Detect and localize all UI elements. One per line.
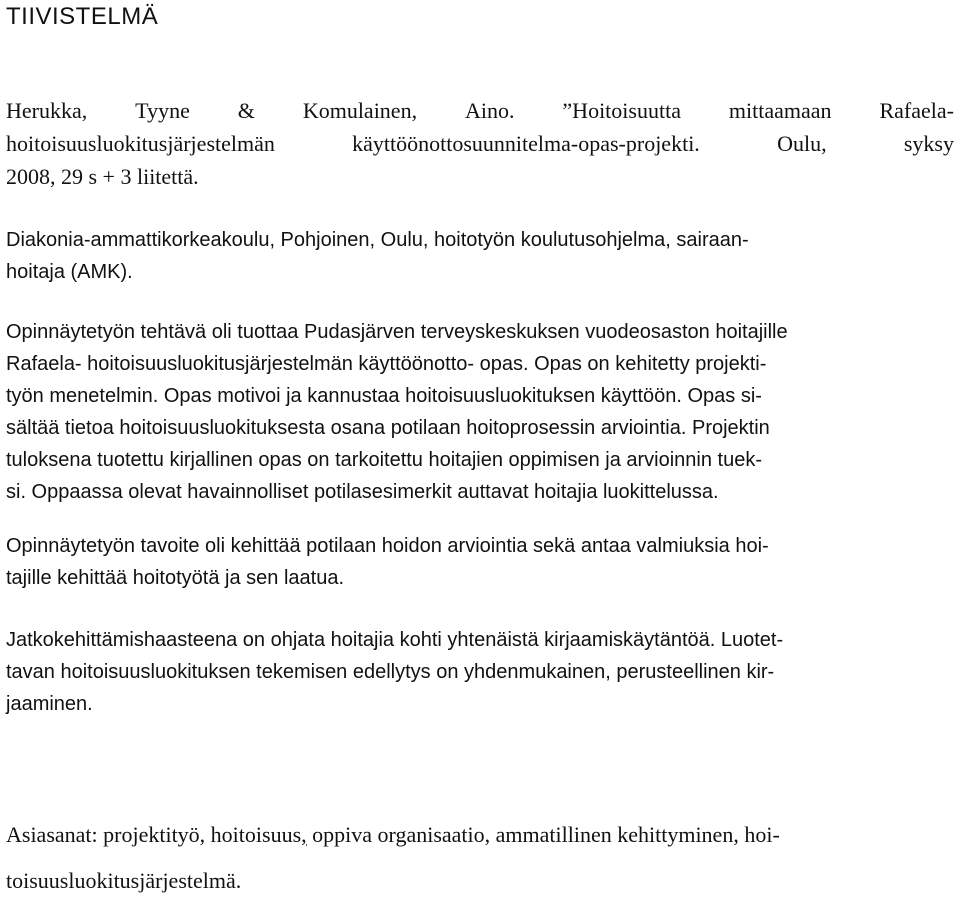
institution-line-2: hoitaja (AMK). <box>6 261 133 283</box>
goal-line: Opinnäytetyön tavoite oli kehittää potilaan hoidon arviointia sekä antaa valmiuksia hoi- <box>6 535 769 557</box>
future-line: jaaminen. <box>6 693 93 715</box>
keywords <box>6 812 954 904</box>
ref-word: Tyyne <box>135 98 190 123</box>
ref-word: käyttöönottosuunnitelma-opas-projekti. <box>352 131 700 156</box>
abstract-line: Rafaela- hoitoisuusluokitusjärjestelmän käyttöönotto- opas. Opas on kehitetty projekti- <box>6 353 767 375</box>
abstract-line: tuloksena tuotettu kirjallinen opas on tarkoitettu hoitajien oppimisen ja arvioinnin tuek- <box>6 449 763 471</box>
ref-word: Herukka, <box>6 98 88 123</box>
ref-word: Komulainen, <box>302 98 418 123</box>
abstract-line: sältää tietoa hoitoisuusluokituksesta osana potilaan hoitoprosessin arviointia. Projektin <box>6 417 770 439</box>
abstract-paragraph <box>6 316 954 508</box>
ref-word: Oulu, <box>777 131 827 156</box>
reference-line-3: 2008, 29 s + 3 liitettä. <box>6 164 199 189</box>
page-title: TIIVISTELMÄ <box>6 3 159 30</box>
future-line: Jatkokehittämishaasteena on ohjata hoitajia kohti yhtenäistä kirjaamiskäytäntöä. Luotet- <box>6 629 784 651</box>
abstract-line: si. Oppaassa olevat havainnolliset potilasesimerkit auttavat hoitajia luokittelussa. <box>6 481 719 503</box>
institution-info <box>6 224 954 288</box>
future-paragraph <box>6 624 954 720</box>
ref-word: Rafaela- <box>879 98 954 123</box>
keywords-line-2: toisuusluokitusjärjestelmä. <box>6 868 242 893</box>
keywords-line-1 <box>6 812 954 858</box>
future-line: tavan hoitoisuusluokituksen tekemisen edellytys on yhdenmukainen, perusteellinen kir- <box>6 661 775 683</box>
reference-line-1 <box>6 94 954 127</box>
ref-word: mittaamaan <box>728 98 832 123</box>
reference-line-2 <box>6 127 954 160</box>
ref-word: syksy <box>903 131 954 156</box>
institution-line-1: Diakonia-ammattikorkeakoulu, Pohjoinen, Oulu, hoitotyön koulutusohjelma, sairaan- <box>6 229 749 251</box>
goal-line: tajille kehittää hoitotyötä ja sen laatua. <box>6 567 344 589</box>
ref-word: ”Hoitoisuutta <box>562 98 681 123</box>
keywords-part: Asiasanat: projektityö, hoitoisuus <box>6 822 302 847</box>
keywords-part: oppiva organisaatio, ammatillinen kehittyminen, hoi- <box>306 822 780 847</box>
bibliographic-reference <box>6 94 954 193</box>
abstract-line: Opinnäytetyön tehtävä oli tuottaa Pudasjärven terveyskeskuksen vuodeosaston hoitajille <box>6 321 788 343</box>
document-page <box>6 0 954 893</box>
keywords-underlined-comma: , <box>301 822 307 847</box>
goal-paragraph <box>6 530 954 594</box>
ref-word: hoitoisuusluokitusjärjestelmän <box>6 131 275 156</box>
abstract-line: työn menetelmin. Opas motivoi ja kannustaa hoitoisuusluokituksen käyttöön. Opas si- <box>6 385 762 407</box>
ref-word: & <box>237 98 255 123</box>
ref-word: Aino. <box>465 98 515 123</box>
